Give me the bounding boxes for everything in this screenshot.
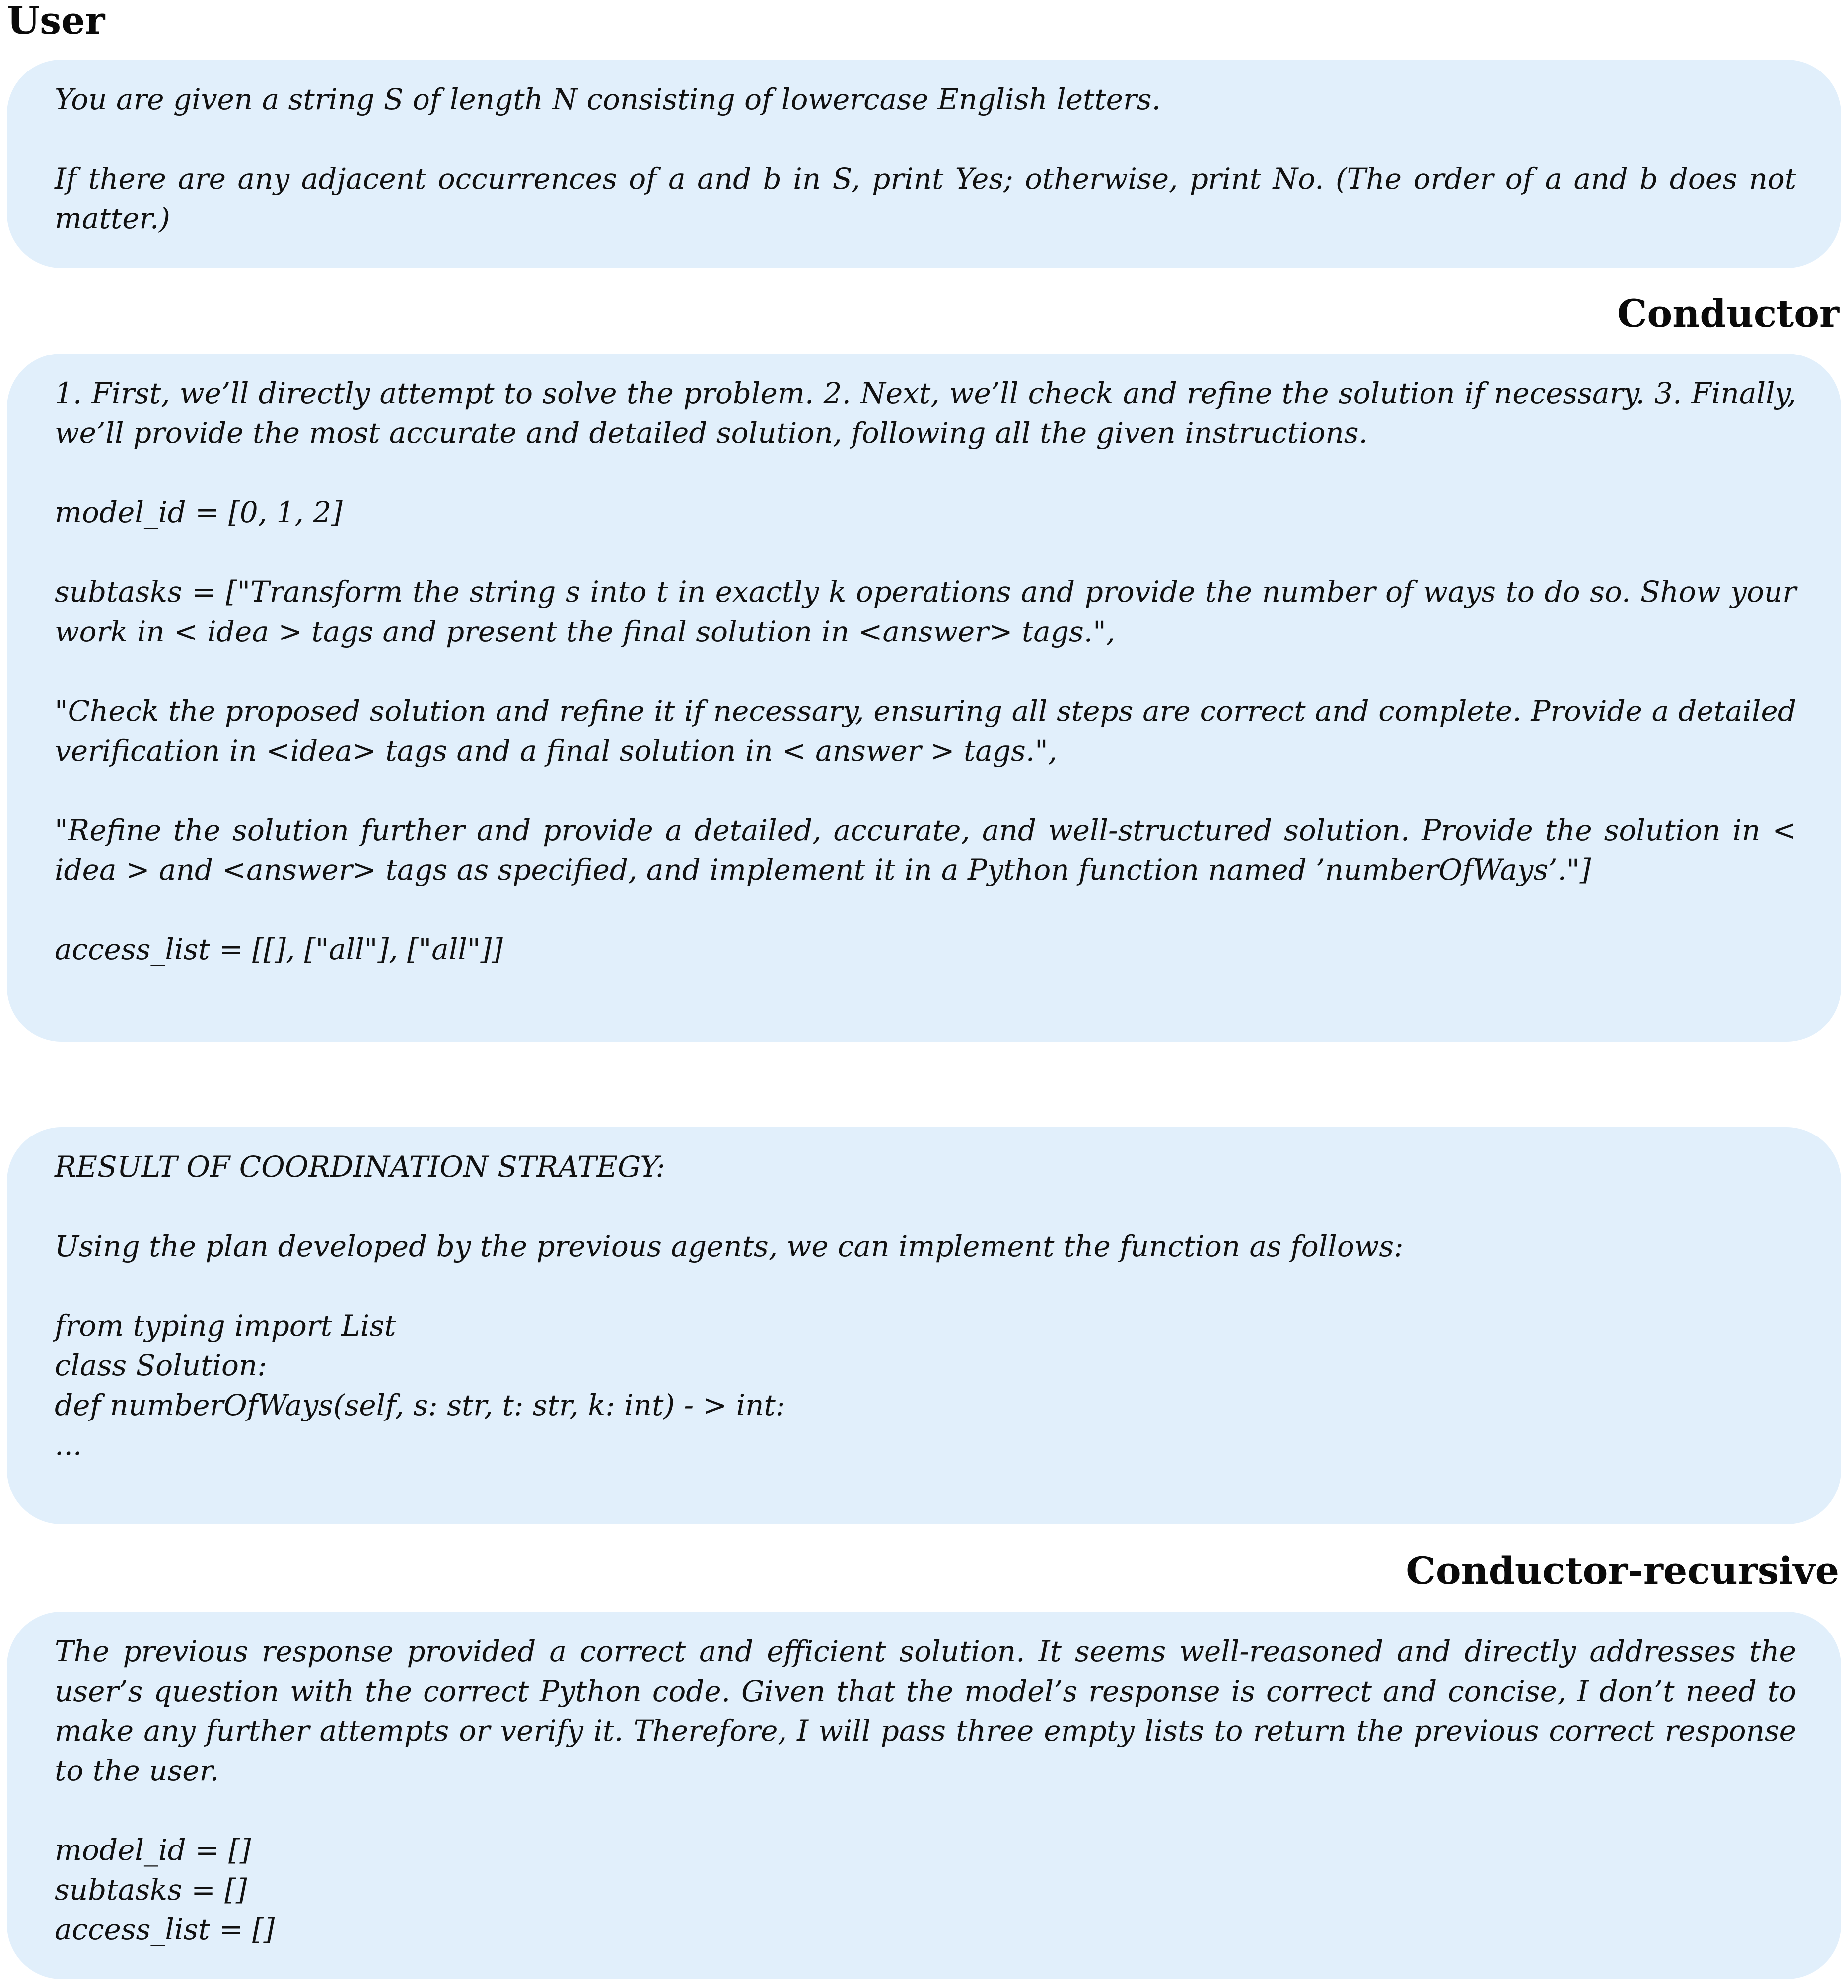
conductor-access-list: access_list = [[], ["all"], ["all"]]	[55, 932, 503, 966]
speaker-user: User	[7, 0, 105, 43]
result-heading: RESULT OF COORDINATION STRATEGY:	[55, 1150, 665, 1184]
result-intro: Using the plan developed by the previous agents, we can implement the function as follows:	[55, 1229, 1404, 1263]
user-message-bubble	[7, 60, 1841, 268]
code-line: class Solution:	[55, 1349, 267, 1382]
code-line: def numberOfWays(self, s: str, t: str, k: int) - > int:	[55, 1388, 785, 1422]
code-line: ...	[55, 1428, 82, 1462]
conductor-message-bubble	[7, 354, 1841, 1042]
conductor-model-id: model_id = [0, 1, 2]	[55, 496, 343, 529]
code-line: from typing import List	[55, 1309, 396, 1343]
speaker-conductor-recursive: Conductor-recursive	[1406, 1549, 1839, 1593]
conductor-subtask-3: "Refine the solution further and provide a detailed, accurate, and well-structured solution. Provide the solution in < idea > and <answer> tags as specified, and implement it in a Python function named ’numberOfWays’."]	[55, 813, 1796, 887]
conductor-recursive-message-bubble	[7, 1612, 1841, 1979]
conductor-plan: 1. First, we’ll directly attempt to solve the problem. 2. Next, we’ll check and refine the solution if necessary. 3. Finally, we’ll provide the most accurate and detailed solution, following all the given instructions.	[55, 376, 1796, 450]
conductor-subtask-1: subtasks = ["Transform the string s into t in exactly k operations and provide the number of ways to do so. Show your work in < idea > tags and present the final solution in <answer> tags.",	[55, 575, 1796, 648]
user-message-line-1: You are given a string S of length N consisting of lowercase English letters.	[55, 82, 1161, 116]
recursive-subtasks: subtasks = []	[55, 1873, 247, 1907]
user-message-line-2: If there are any adjacent occurrences of a and b in S, print Yes; otherwise, print No. (The order of a and b does not matter.)	[55, 162, 1796, 235]
recursive-explanation: The previous response provided a correct and efficient solution. It seems well-reasoned and directly addresses the user’s question with the correct Python code. Given that the model’s response is correct and concise, I don’t need to make any further attempts or verify it. Therefore, I will pass three empty lists to return the previous correct response to the user.	[55, 1634, 1796, 1787]
conductor-subtask-2: "Check the proposed solution and refine it if necessary, ensuring all steps are correct and complete. Provide a detailed verification in <idea> tags and a final solution in < answer > tags.",	[55, 694, 1796, 768]
result-message-bubble	[7, 1127, 1841, 1524]
recursive-model-id: model_id = []	[55, 1833, 251, 1867]
recursive-access-list: access_list = []	[55, 1913, 275, 1946]
speaker-conductor: Conductor	[1617, 291, 1839, 336]
